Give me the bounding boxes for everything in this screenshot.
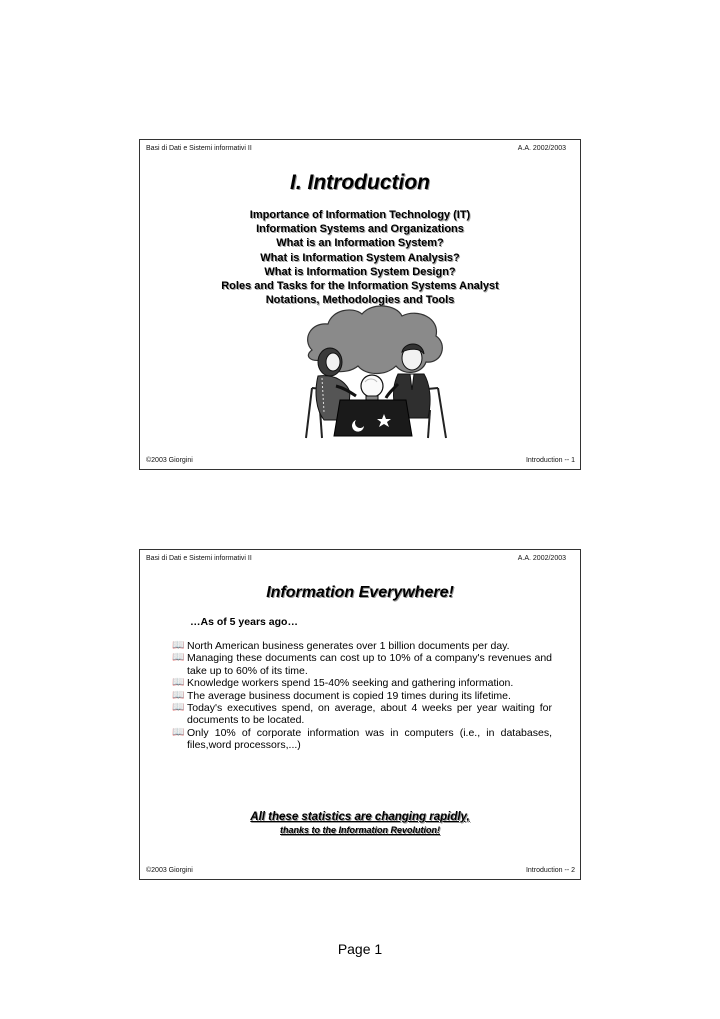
list-item: 📖 North American business generates over 1 billion documents per day. [172, 640, 510, 652]
slide-2 [139, 549, 581, 880]
slide-header-year: A.A. 2002/2003 [517, 555, 566, 562]
list-item: 📖 Today's executives spend, on average, about 4 weeks per year waiting for documents to be located. [172, 702, 552, 727]
closing-statement: All these statistics are changing rapidly, [250, 811, 470, 823]
topic-item: Information Systems and Organizations [256, 223, 464, 236]
closing-subtext: thanks to the Information Revolution! [280, 825, 440, 835]
list-item: 📖 Only 10% of corporate information was in computers (i.e., in databases, files,word processors,...) [172, 726, 552, 752]
slide-footer-copyright: ©2003 Giorgini [146, 867, 193, 874]
topic-item: What is Information System Analysis? [260, 251, 460, 264]
open-book-icon: 📖 [172, 689, 185, 701]
open-book-icon: 📖 [172, 677, 185, 689]
slide-footer-number: Introduction -- 2 [525, 867, 575, 874]
list-item: 📖 Managing these documents can cost up to 10% of a company's revenues and take up to 60% of its time. [172, 652, 552, 677]
slide-title: I. Introduction [290, 171, 430, 194]
topic-item: What is Information System Design? [264, 265, 456, 278]
slide-footer-number: Introduction -- 1 [525, 457, 575, 464]
list-item: 📖 The average business document is copied 19 times during its lifetime. [172, 689, 511, 702]
topic-list [140, 208, 580, 307]
open-book-icon: 📖 [172, 640, 185, 651]
open-book-icon: 📖 [172, 726, 185, 738]
fortune-teller-illustration [300, 300, 450, 440]
topic-item: What is an Information System? [276, 237, 444, 250]
slide-header-course: Basi di Dati e Sistemi informativi II [146, 145, 252, 152]
slide-title: Information Everywhere! [266, 584, 454, 601]
page-number: Page 1 [337, 941, 383, 957]
slide-header-year: A.A. 2002/2003 [517, 145, 566, 152]
list-item: 📖 Knowledge workers spend 15-40% seeking and gathering information. [172, 677, 514, 690]
open-book-icon: 📖 [172, 652, 185, 664]
slide-1 [139, 139, 581, 470]
topic-item: Importance of Information Technology (IT) [249, 209, 471, 221]
open-book-icon: 📖 [172, 702, 185, 714]
statistics-list [172, 640, 552, 752]
slide-footer-copyright: ©2003 Giorgini [146, 457, 193, 464]
topic-item: Notations, Methodologies and Tools [265, 294, 455, 307]
topic-item: Roles and Tasks for the Information Systems Analyst [221, 280, 499, 293]
slide-header-course: Basi di Dati e Sistemi informativi II [146, 555, 252, 562]
crystal-ball [361, 375, 383, 400]
slide-subheading: …As of 5 years ago… [190, 616, 298, 628]
table [334, 400, 412, 436]
